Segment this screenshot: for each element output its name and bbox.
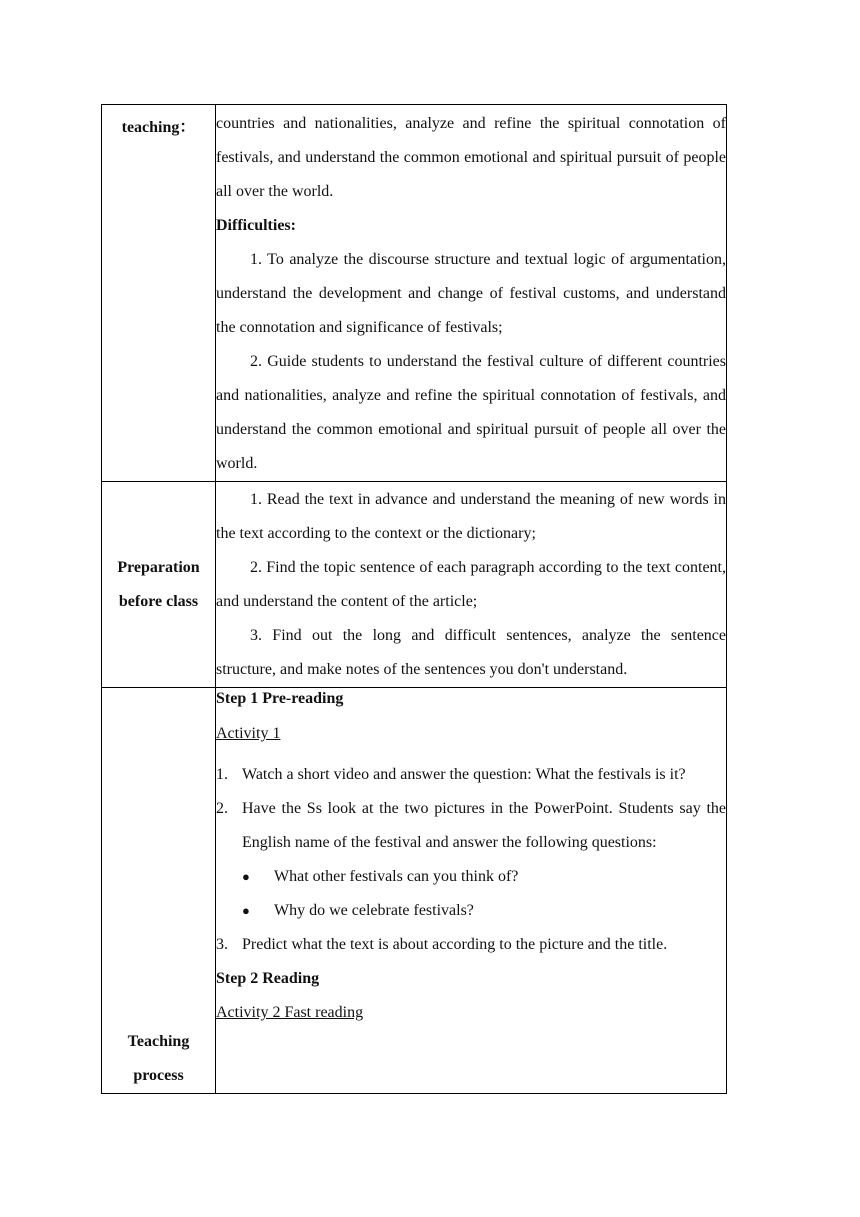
step-heading: Step 1 Pre-reading xyxy=(216,690,344,707)
row-label xyxy=(102,688,216,1094)
activity-heading: Activity 2 Fast reading xyxy=(216,1004,364,1021)
item-text: Have the Ss look at the two pictures in the PowerPoint. Students say the English name of the festival and answer the following questions: xyxy=(242,800,726,851)
label-line: process xyxy=(133,1067,184,1084)
item-number: 2. xyxy=(216,800,228,817)
list-item: 1. To analyze the discourse structure and textual logic of argumentation, understand the development and change of festival customs, and understand the connotation and significance of festivals; xyxy=(216,251,726,336)
label-line: Teaching xyxy=(127,1033,190,1050)
table-row xyxy=(102,105,727,482)
row-content xyxy=(216,105,727,482)
item-text: Watch a short video and answer the question: What the festivals is it? xyxy=(242,766,686,783)
bullet-item xyxy=(216,860,726,894)
section-heading: Difficulties: xyxy=(216,217,296,234)
item-number: 3. xyxy=(216,936,228,953)
label-teaching: teaching： xyxy=(121,119,196,136)
row-label xyxy=(102,105,216,482)
lesson-plan-table xyxy=(101,104,727,1094)
row-label xyxy=(102,482,216,688)
numbered-item xyxy=(216,928,726,962)
step-heading: Step 2 Reading xyxy=(216,970,320,987)
bullet-item xyxy=(216,894,726,928)
list-item: 2. Guide students to understand the festival culture of different countries and nationalities, analyze and refine the spiritual connotation of festivals, and understand the common emotional and spiritual pursuit of people all over the world. xyxy=(216,353,726,472)
bullet-text: What other festivals can you think of? xyxy=(274,868,519,885)
list-item: 1. Read the text in advance and understand the meaning of new words in the text according to the context or the dictionary; xyxy=(216,491,726,542)
label-line: Preparation xyxy=(117,558,200,576)
bullet-text: Why do we celebrate festivals? xyxy=(274,902,474,919)
table-row xyxy=(102,688,727,1094)
paragraph: countries and nationalities, analyze and refine the spiritual connotation of festivals, and understand the common emotional and spiritual pursuit of people all over the world. xyxy=(216,115,726,200)
list-item: 3. Find out the long and difficult sentences, analyze the sentence structure, and make notes of the sentences you don't understand. xyxy=(216,627,726,678)
bullet-icon: ● xyxy=(242,903,250,918)
row-content xyxy=(216,688,727,1094)
item-text: Predict what the text is about according to the picture and the title. xyxy=(242,936,668,953)
numbered-item xyxy=(216,758,726,792)
row-content xyxy=(216,482,727,688)
list-item: 2. Find the topic sentence of each paragraph according to the text content, and understand the content of the article; xyxy=(216,559,726,610)
bullet-icon: ● xyxy=(242,869,250,884)
table-row xyxy=(102,482,727,688)
item-number: 1. xyxy=(216,766,228,783)
label-line: before class xyxy=(118,592,199,610)
activity-heading: Activity 1 xyxy=(216,725,281,742)
numbered-item xyxy=(216,792,726,860)
